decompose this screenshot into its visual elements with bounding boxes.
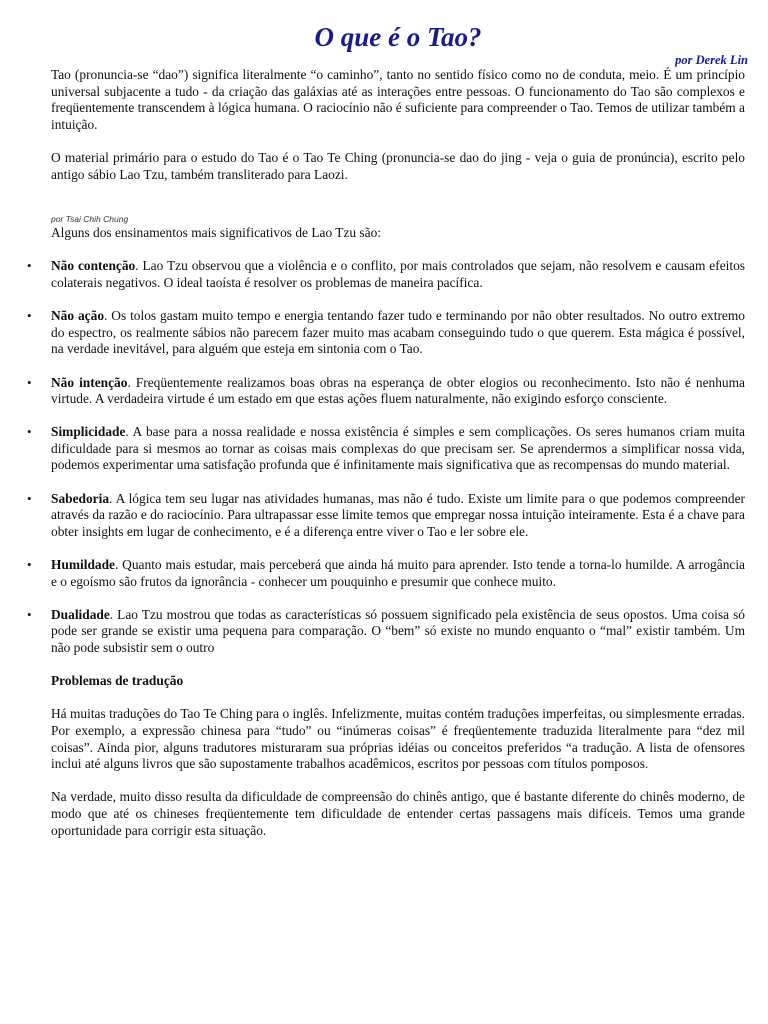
bullet-glyph: •: [27, 606, 32, 622]
bullet-glyph: •: [27, 557, 32, 573]
teaching-description: . Lao Tzu mostrou que todas as características só possuem significado pela existência de seus opostos. Uma coisa só pode ser grande se existir uma pequena para comparação. O “bem” só existe no mundo enquanto o “mal” existir também. Um não pode subsistir sem o outro: [51, 606, 745, 655]
teaching-text: [51, 607, 745, 657]
section-heading: Problemas de tradução: [51, 673, 184, 689]
spacer: [51, 292, 745, 309]
bullet-glyph: •: [27, 258, 32, 274]
teaching-text: [51, 308, 745, 358]
spacer: [51, 657, 745, 674]
spacer: [51, 773, 745, 790]
spacer: [51, 242, 745, 259]
section-paragraph-1: Há muitas traduções do Tao Te Ching para o inglês. Infelizmente, muitas contém traduções imperfeitas, ou simplesmente erradas. Por exemplo, a expressão chinesa para “tudo” ou “inúmeras coisas” é freqüentemente traduzida literalmente para “dez mil coisas”. Ainda pior, alguns tradutores misturaram sua próprias idéias ou conceitos preferidos “a tradução. A lista de ofensores inclui até alguns livros que são supostamente trabalhos acadêmicos, escritos por pessoas com títulos pomposos.: [51, 706, 745, 772]
bullet-glyph: •: [27, 374, 32, 390]
teaching-term: Não contenção: [51, 258, 136, 274]
teaching-term: Simplicidade: [51, 424, 126, 440]
teaching-text: [51, 424, 745, 474]
teaching-term: Humildade: [51, 557, 115, 573]
teaching-description: . Os tolos gastam muito tempo e energia tentando fazer tudo e terminando por não obter resultados. No outro extremo do espectro, os realmente sábios não parecem fazer muito mas acabam conseguindo tudo o que querem. Esta mágica é possível, na verdade inevitável, para alguém que esteja em sintonia com o Tao.: [51, 308, 745, 357]
document-page: [27, 20, 748, 839]
teaching-text: [51, 258, 745, 291]
teaching-text: [51, 375, 745, 408]
section-paragraph-2: Na verdade, muito disso resulta da dificuldade de compreensão do chinês antigo, que é bastante diferente do chinês moderno, de modo que até os chineses freqüentemente tem dificuldade de entender certas passagens mais difíceis. Temos uma grande oportunidade para corrigir esta situação.: [51, 789, 745, 838]
teaching-item-simplicidade: [27, 424, 745, 474]
teaching-description: . Lao Tzu observou que a violência e o conflito, por mais controlados que sejam, não resolvem e causam efeitos colaterais negativos. O ideal taoísta é resolver os problemas de maneira pacífica.: [51, 258, 745, 290]
teaching-term: Sabedoria: [51, 490, 110, 506]
illustration-credit: por Tsai Chih Chung: [51, 214, 129, 225]
document-title: O que é o Tao?: [314, 22, 482, 52]
list-intro: Alguns dos ensinamentos mais significativos de Lao Tzu são:: [51, 225, 382, 241]
teachings-list: [27, 258, 745, 656]
teaching-item-nao-acao: [27, 308, 745, 358]
intro-paragraph-2: O material primário para o estudo do Tao é o Tao Te Ching (pronuncia-se dao do jing - veja o guia de pronúncia), escrito pelo antigo sábio Lao Tzu, também transliterado para Laozi.: [51, 149, 745, 182]
spacer: [51, 133, 745, 150]
spacer: [51, 358, 745, 375]
teaching-term: Dualidade: [51, 606, 110, 622]
spacer: [51, 474, 745, 491]
author-byline: por Derek Lin: [675, 53, 748, 67]
teaching-item-dualidade: [27, 606, 745, 657]
spacer: [51, 590, 745, 607]
spacer: [51, 540, 745, 557]
teaching-item-nao-contencao: [27, 258, 745, 291]
bullet-glyph: •: [27, 490, 32, 506]
teaching-text: [51, 491, 745, 541]
teaching-text: [51, 557, 745, 590]
spacer: [51, 183, 745, 214]
teaching-term: Não ação: [51, 308, 105, 324]
teaching-item-humildade: [27, 557, 745, 590]
teaching-description: . A lógica tem seu lugar nas atividades humanas, mas não é tudo. Existe um limite para o que podemos compreender através da razão e do raciocínio. Para ultrapassar esse limite temos que empregar nossa intuição inteiramente. Esta é a chave para obter insights em lugar de conhecimento, e é a diferença entre viver o Tao e ler sobre ele.: [51, 490, 745, 539]
teaching-item-nao-intencao: [27, 374, 745, 408]
teaching-description: . A base para a nossa realidade e nossa existência é simples e sem complicações. Os seres humanos criam muita dificuldade para si mesmos ao tornar as coisas mais complexas do que precisam ser. Se aprendermos a simplificar nossa vida, podemos experimentar uma satisfação profunda que é infinitamente mais significativa que as recompensas do mundo material.: [51, 424, 745, 473]
spacer: [51, 690, 745, 707]
bullet-glyph: •: [27, 424, 32, 440]
teaching-description: . Freqüentemente realizamos boas obras na esperança de obter elogios ou reconhecimento. Isto não é nenhuma virtude. A verdadeira virtude é um estado em que estas ações fluem naturalmente, não exigindo esforço consciente.: [51, 374, 745, 407]
intro-paragraph-1: Tao (pronuncia-se “dao”) significa literalmente “o caminho”, tanto no sentido físico como no de conduta, meio. É um princípio universal subjacente a tudo - da criação das galáxias até as interações entre pessoas. O funcionamento do Tao são complexos e freqüentemente transcendem à lógica humana. O raciocínio não é suficiente para compreender o Tao. Temos de utilizar também a intuição.: [51, 67, 745, 132]
teaching-item-sabedoria: [27, 490, 745, 541]
teaching-term: Não intenção: [51, 374, 128, 390]
teaching-description: . Quanto mais estudar, mais perceberá que ainda há muito para aprender. Isto tende a torna-lo humilde. A arrogância e o egoísmo são frutos da ignorância - conhecer um pouquinho e presumir que conhece muito.: [51, 557, 745, 589]
bullet-glyph: •: [27, 308, 32, 324]
spacer: [51, 408, 745, 425]
